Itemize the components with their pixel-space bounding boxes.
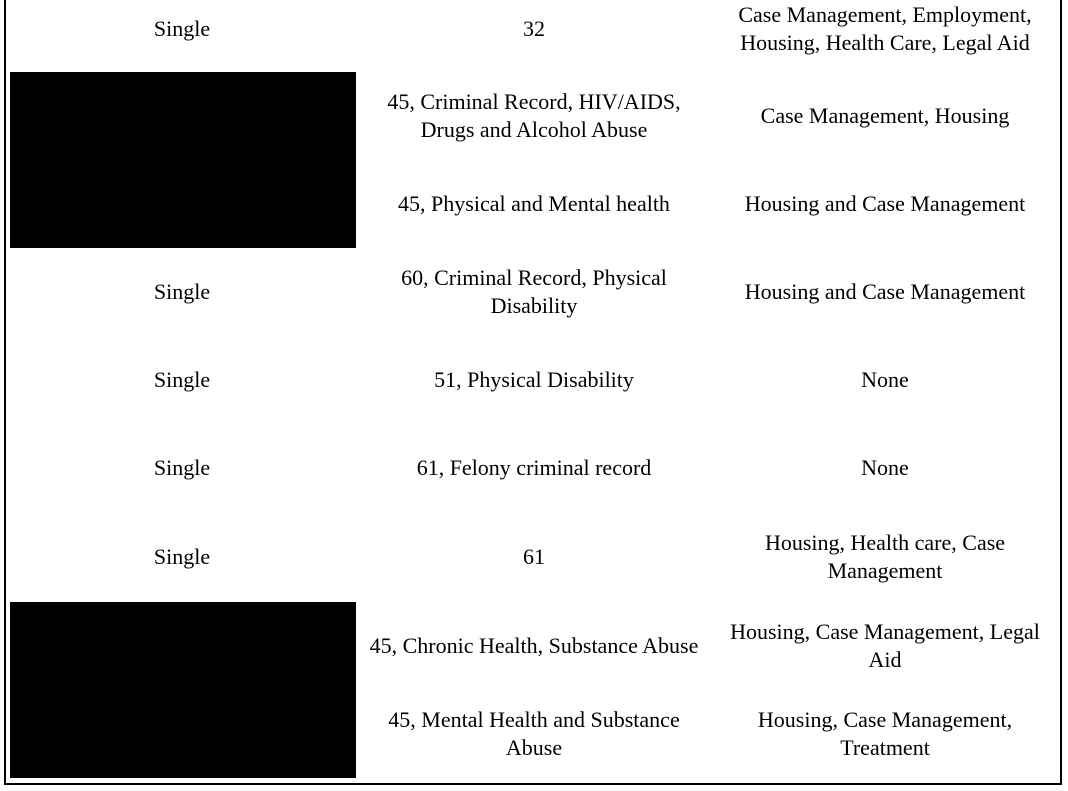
redaction-block <box>10 602 356 778</box>
services-cell: Housing, Health care, Case Management <box>764 530 1006 583</box>
household-type-cell: Single <box>153 544 211 569</box>
age-barriers-cell: 32 <box>523 16 545 41</box>
table-row <box>6 512 1060 602</box>
age-barriers-cell: 45, Criminal Record, HIV/AIDS, Drugs and Alcohol Abuse <box>387 89 681 142</box>
services-cell: Case Management, Employment, Housing, Health Care, Legal Aid <box>738 2 1032 55</box>
age-barriers-cell: 61, Felony criminal record <box>416 455 652 480</box>
services-cell: None <box>861 455 909 480</box>
age-barriers-cell: 60, Criminal Record, Physical Disability <box>401 265 667 318</box>
age-barriers-cell: 61 <box>523 544 545 569</box>
services-cell: Housing and Case Management <box>744 279 1026 304</box>
table-row <box>6 424 1060 512</box>
age-barriers-cell: 45, Physical and Mental health <box>398 191 670 216</box>
age-barriers-cell: 45, Chronic Health, Substance Abuse <box>369 633 699 658</box>
household-type-cell: Single <box>153 16 211 41</box>
table-row <box>6 248 1060 336</box>
household-type-cell: Single <box>153 455 211 480</box>
household-type-cell: Single <box>153 279 211 304</box>
age-barriers-cell: 45, Mental Health and Substance Abuse <box>388 707 680 760</box>
table-row <box>6 336 1060 424</box>
age-barriers-cell: 51, Physical Disability <box>434 367 634 392</box>
redaction-block <box>10 72 356 248</box>
services-cell: Housing and Case Management <box>744 191 1026 216</box>
table-row <box>6 0 1060 58</box>
services-cell: Case Management, Housing <box>760 103 1010 128</box>
household-type-cell: Single <box>153 367 211 392</box>
services-cell: None <box>861 367 909 392</box>
services-cell: Housing, Case Management, Legal Aid <box>730 619 1040 672</box>
services-cell: Housing, Case Management, Treatment <box>757 707 1013 760</box>
